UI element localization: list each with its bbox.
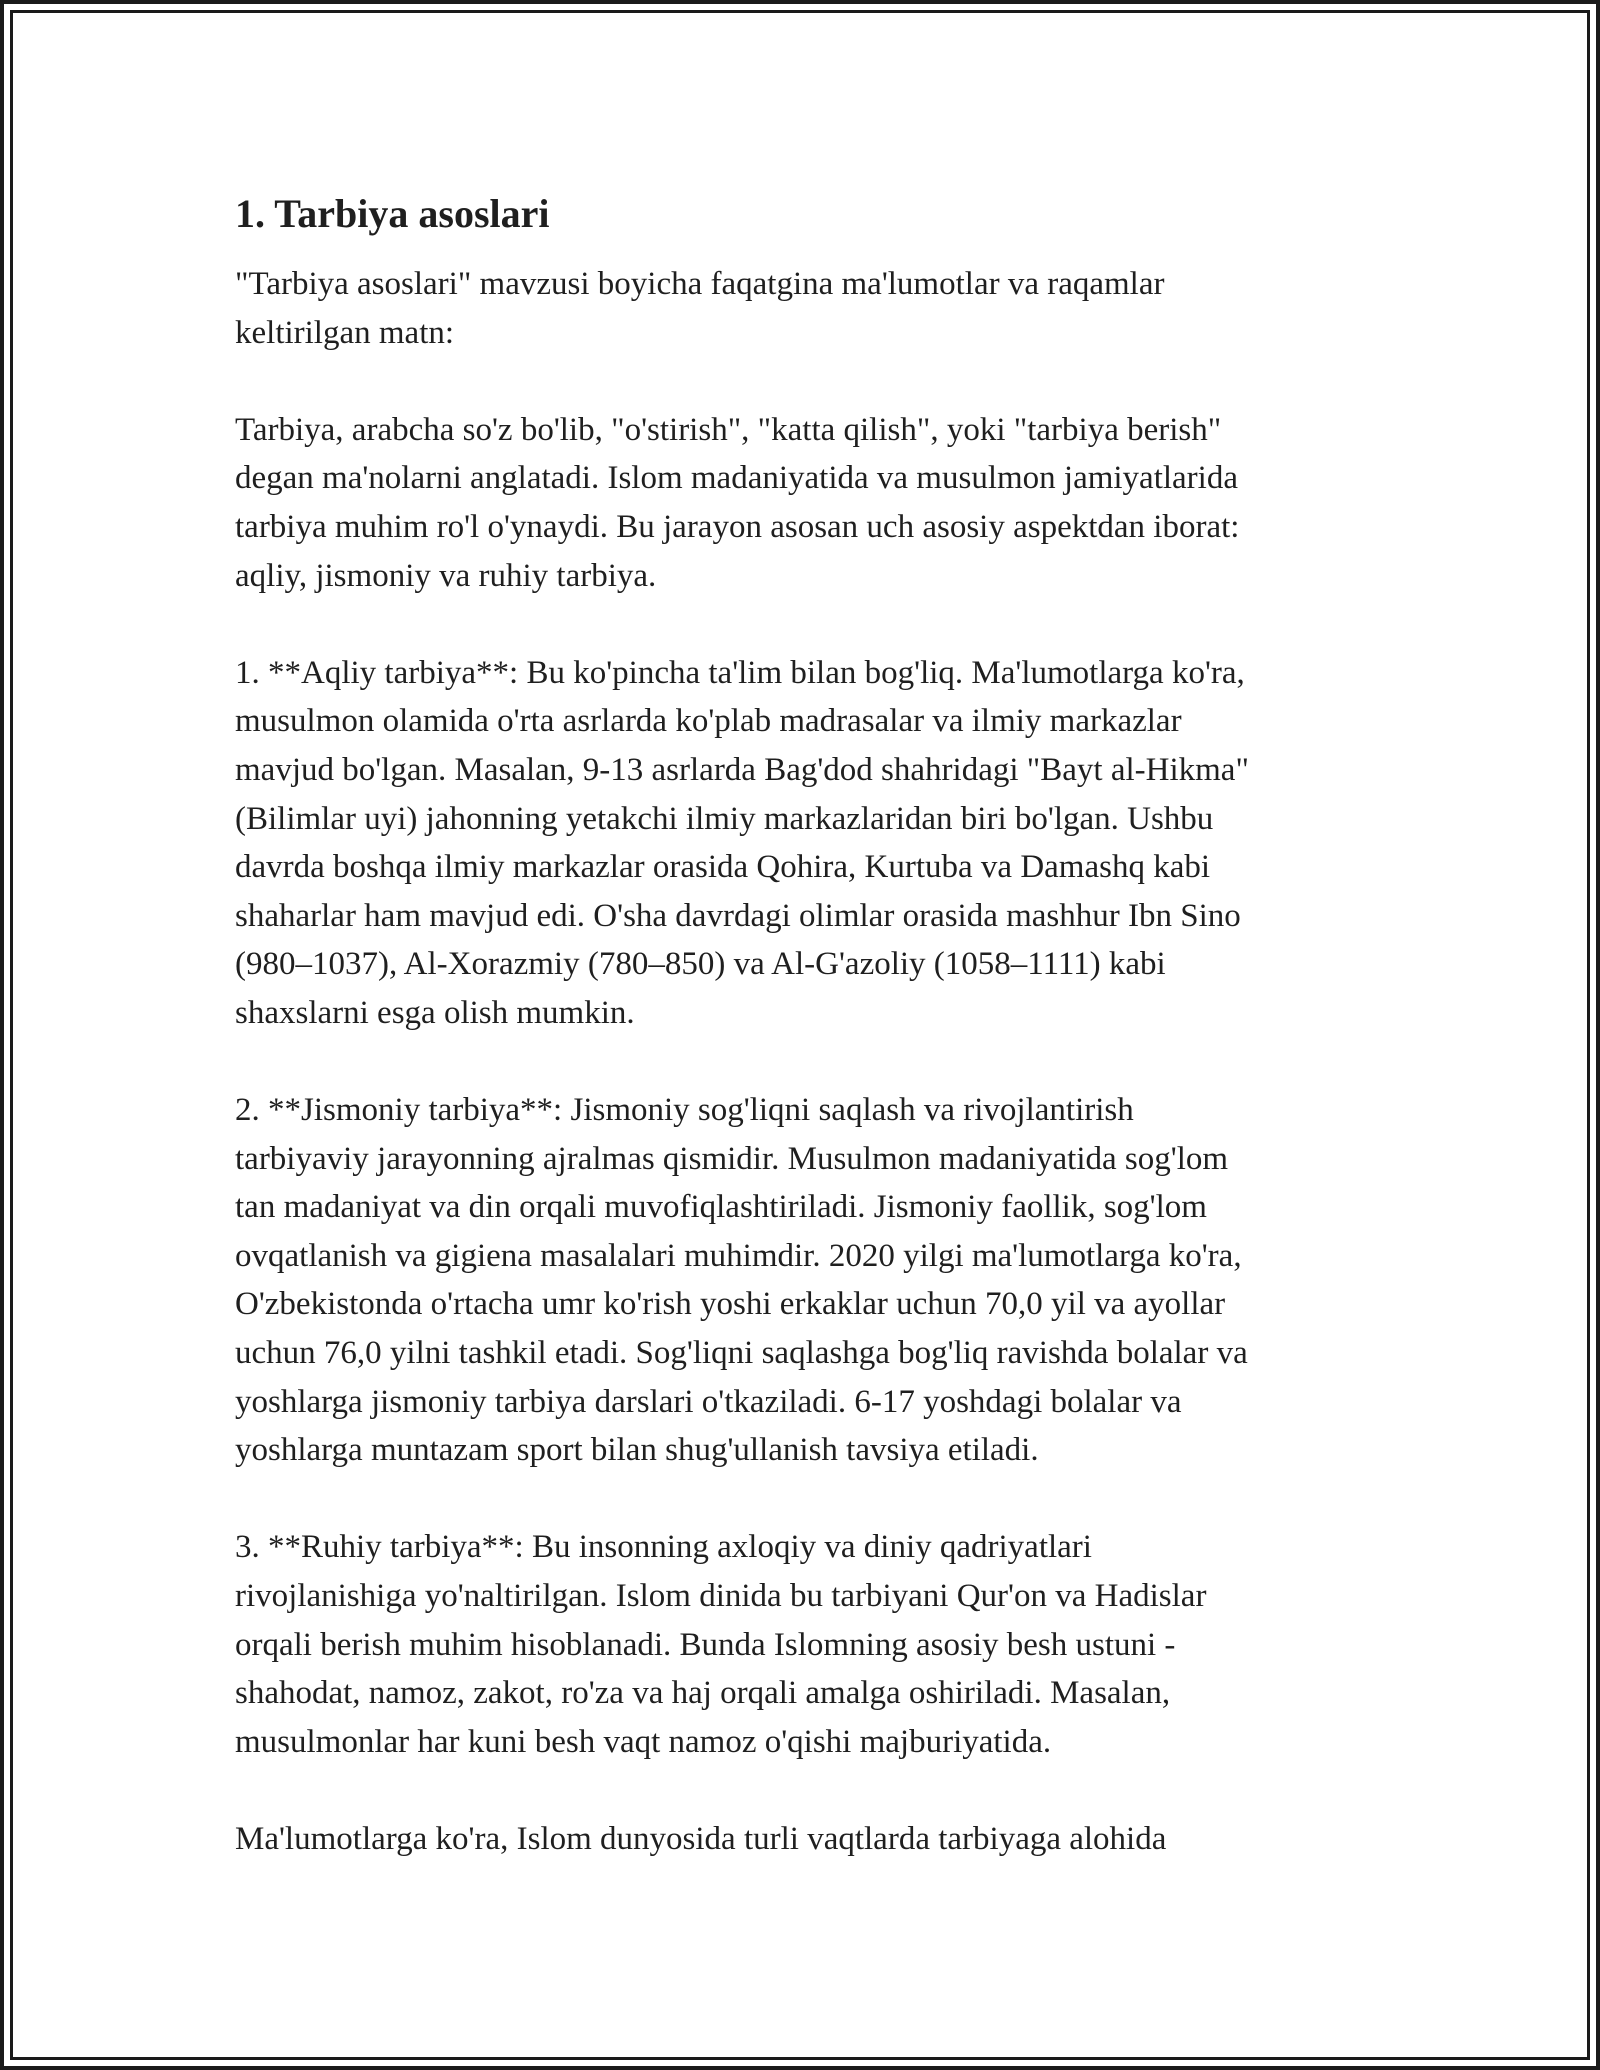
text-line: mavjud bo'lgan. Masalan, 9-13 asrlarda Bag'dod shahridagi "Bayt al-Hikma" (235, 751, 1249, 788)
text-line: (Bilimlar uyi) jahonning yetakchi ilmiy markazlaridan biri bo'lgan. Ushbu (235, 800, 1214, 837)
text-line: shaharlar ham mavjud edi. O'sha davrdagi olimlar orasida mashhur Ibn Sino (235, 897, 1241, 934)
text-line: orqali berish muhim hisoblanadi. Bunda Islomning asosiy besh ustuni - (235, 1626, 1176, 1663)
text-line: yoshlarga muntazam sport bilan shug'ullanish tavsiya etiladi. (235, 1432, 1039, 1469)
paragraph (235, 260, 1385, 357)
text-line: 1. **Aqliy tarbiya**: Bu ko'pincha ta'lim bilan bog'liq. Ma'lumotlarga ko'ra, (235, 654, 1245, 691)
document-page (235, 180, 1385, 1912)
page-title: 1. Tarbiya asoslari (235, 191, 550, 236)
text-line: Tarbiya, arabcha so'z bo'lib, "o'stirish", "katta qilish", yoki "tarbiya berish" (235, 411, 1222, 448)
text-line: 3. **Ruhiy tarbiya**: Bu insonning axloqiy va diniy qadriyatlari (235, 1529, 1092, 1566)
text-line: uchun 76,0 yilni tashkil etadi. Sog'liqni saqlashga bog'liq ravishda bolalar va (235, 1335, 1248, 1372)
paragraph (235, 1523, 1385, 1766)
text-line: Ma'lumotlarga ko'ra, Islom dunyosida turli vaqtlarda tarbiyaga alohida (235, 1821, 1167, 1857)
text-line: shahodat, namoz, zakot, ro'za va haj orqali amalga oshiriladi. Masalan, (235, 1675, 1171, 1712)
text-line: tarbiya muhim ro'l o'ynaydi. Bu jarayon asosan uch asosiy aspektdan iborat: (235, 508, 1240, 545)
paragraph (235, 406, 1385, 600)
paragraph (235, 649, 1385, 1038)
text-line: musulmon olamida o'rta asrlarda ko'plab madrasalar va ilmiy markazlar (235, 703, 1182, 740)
text-line: musulmonlar har kuni besh vaqt namoz o'qishi majburiyatida. (235, 1723, 1052, 1760)
text-line: tarbiyaviy jarayonning ajralmas qismidir. Musulmon madaniyatida sog'lom (235, 1140, 1229, 1177)
text-line: keltirilgan matn: (235, 314, 455, 351)
paragraph (235, 1086, 1385, 1475)
text-line: 2. **Jismoniy tarbiya**: Jismoniy sog'liqni saqlash va rivojlantirish (235, 1092, 1134, 1129)
text-line: aqliy, jismoniy va ruhiy tarbiya. (235, 557, 657, 594)
paragraph (235, 1815, 1385, 1864)
text-line: degan ma'nolarni anglatadi. Islom madaniyatida va musulmon jamiyatlarida (235, 460, 1238, 497)
text-line: (980–1037), Al-Xorazmiy (780–850) va Al-G'azoliy (1058–1111) kabi (235, 946, 1166, 983)
text-line: yoshlarga jismoniy tarbiya darslari o'tkaziladi. 6-17 yoshdagi bolalar va (235, 1383, 1182, 1420)
text-line: rivojlanishiga yo'naltirilgan. Islom dinida bu tarbiyani Qur'on va Hadislar (235, 1578, 1207, 1615)
text-line: ovqatlanish va gigiena masalalari muhimdir. 2020 yilgi ma'lumotlarga ko'ra, (235, 1237, 1242, 1274)
text-line: O'zbekistonda o'rtacha umr ko'rish yoshi erkaklar uchun 70,0 yil va ayollar (235, 1286, 1226, 1323)
text-line: "Tarbiya asoslari" mavzusi boyicha faqatgina ma'lumotlar va raqamlar (235, 266, 1165, 302)
document-body (235, 260, 1385, 1864)
text-line: davrda boshqa ilmiy markazlar orasida Qohira, Kurtuba va Damashq kabi (235, 849, 1211, 886)
text-line: shaxslarni esga olish mumkin. (235, 994, 635, 1031)
text-line: tan madaniyat va din orqali muvofiqlashtiriladi. Jismoniy faollik, sog'lom (235, 1189, 1207, 1226)
